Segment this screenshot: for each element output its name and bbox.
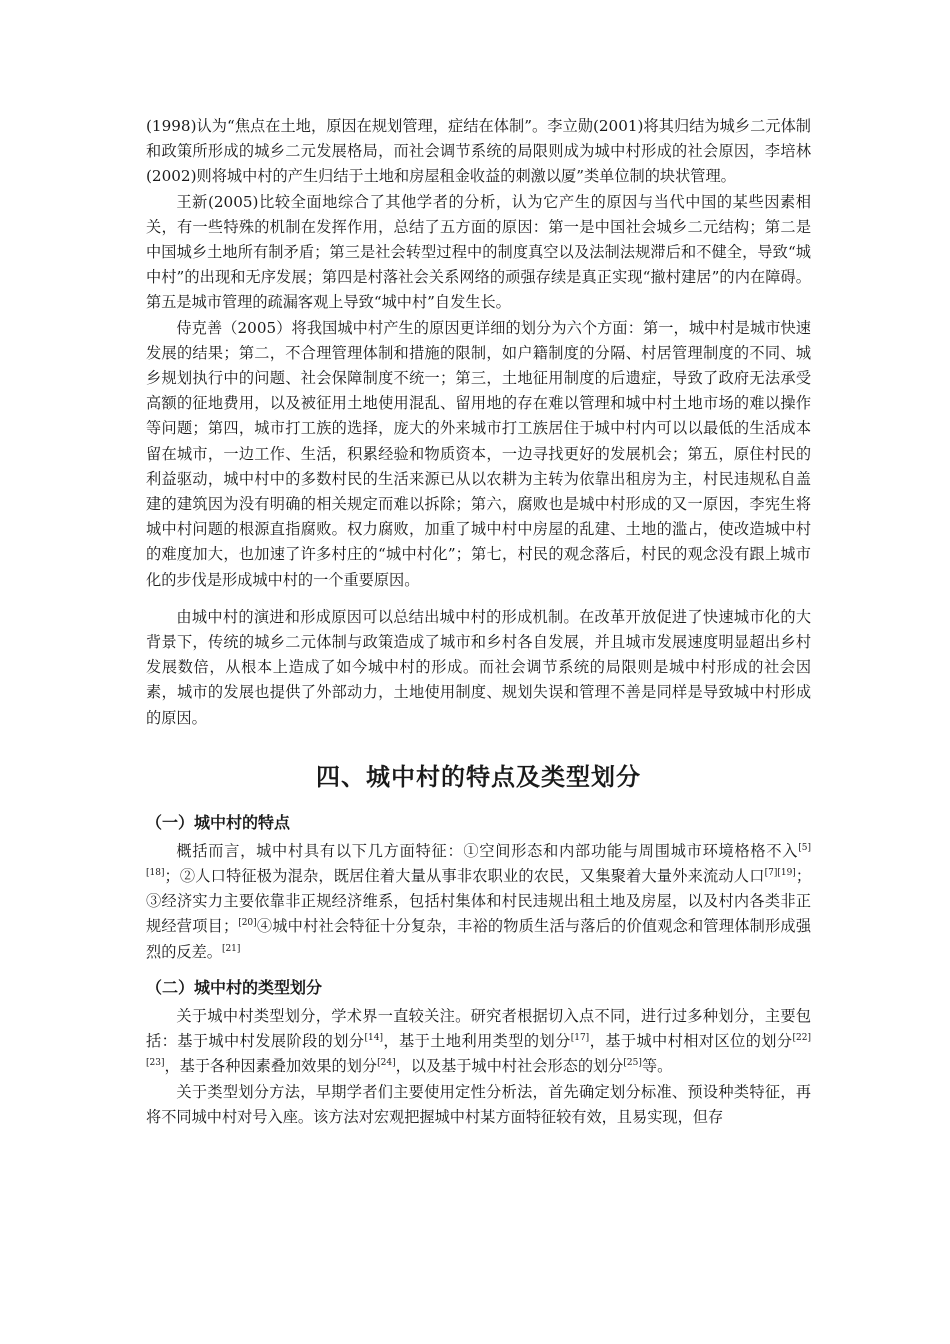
paragraph-3: 侍克善（2005）将我国城中村产生的原因更详细的划分为六个方面：第一，城中村是城市快速发展的结果；第二，不合理管理体制和措施的限制，如户籍制度的分隔、村居管理制度的不同、城乡规划执行中的问题、社会保障制度不统一；第三，土地征用制度的后遗症，导致了政府无法承受高额的征地费用，以及被征用土地使用混乱、留用地的存在难以管理和城中村土地市场的难以操作等问题；第四，城市打工族的选择，庞大的外来城市打工族居住于城中村内可以以最低的生活成本留在城市，一边工作、生活，积累经验和物质资本，一边寻找更好的发展机会；第五，原住村民的利益驱动，城中村中的多数村民的生活来源已从以农耕为主转为依靠出租房为主，村民违规私自盖建的建筑因为没有明确的相关规定而难以拆除；第六，腐败也是城中村形成的又一原因，李宪生将城中村问题的根源直指腐败。权力腐败，加重了城中村中房屋的乱建、土地的滥占，使改造城中村的难度加大，也加速了许多村庄的“城中村化”；第七，村民的观念落后，村民的观念没有跟上城市化的步伐是形成城中村的一个重要原因。 (146, 318, 811, 589)
citation: [5][18] (146, 842, 811, 879)
text-segment: ；③经济实力主要依靠非正规经济维系，包括村集体和村民违规出租土地及房屋，以及村内各类非正规经营项目； (146, 867, 811, 936)
citation: [24] (377, 1058, 396, 1069)
section-title: 四、城中村的特点及类型划分 (316, 762, 641, 791)
text-segment: ，以及基于城中村社会形态的划分 (395, 1057, 624, 1076)
citation: [22][23] (146, 1033, 812, 1069)
document-page (146, 114, 811, 1130)
text-segment: 等。 (641, 1057, 673, 1076)
citation: [17] (570, 1033, 590, 1044)
paragraph-2: 王新(2005)比较全面地综合了其他学者的分析，认为它产生的原因与当代中国的某些因素相关，有一些特殊的机制在发挥作用，总结了五方面的原因：第一是中国社会城乡二元结构；第二是中国城乡土地所有制矛盾；第三是社会转型过程中的制度真空以及法制法规滞后和不健全，导致“城中村”的出现和无序发展；第四是村落社会关系网络的顽强存续是真正实现“撤村建居”的内在障碍。第五是城市管理的疏漏客观上导致“城中村”自发生长。 (146, 192, 811, 312)
text-segment: ，基于土地利用类型的划分 (383, 1032, 571, 1051)
subsection-title-features: （一）城中村的特点 (146, 812, 291, 832)
text-segment: ，基于城中村相对区位的划分 (589, 1032, 793, 1051)
paragraph-methods: 关于类型划分方法，早期学者们主要使用定性分析法，首先确定划分标准、预设种类特征，再将不同城中村对号入座。该方法对宏观把握城中村某方面特征较有效，且易实现，但存 (146, 1082, 811, 1126)
text-segment: 概括而言，城中村具有以下几方面特征：①空间形态和内部功能与周围城市环境格格不入 (176, 841, 799, 860)
text-segment: ④城中村社会特征十分复杂，丰裕的物质生活与落后的价值观念和管理体制形成强烈的反差。 (146, 917, 812, 961)
citation: [25] (623, 1058, 642, 1069)
paragraph-1: (1998)认为“焦点在土地，原因在规划管理，症结在体制”。李立勋(2001)将其归结为城乡二元体制和政策所形成的城乡二元发展格局，而社会调节系统的局限则成为城中村形成的社会原因，李培林(2002)则将城中村的产生归结于土地和房屋租金收益的刺激以厦”类单位制的块状管理。 (146, 117, 811, 186)
paragraph-features (146, 839, 811, 965)
citation: [20] (238, 918, 257, 929)
paragraph-types (146, 1004, 811, 1080)
text-segment: 关于城中村类型划分，学术界一直较关注。研究者根据切入点不同，进行过多种划分，主要包括：基于城中村发展阶段的划分 (146, 1006, 811, 1051)
citation: [14] (364, 1033, 383, 1044)
citation: [21] (221, 943, 241, 954)
paragraph-4: 由城中村的演进和形成原因可以总结出城中村的形成机制。在改革开放促进了快速城市化的大背景下，传统的城乡二元体制与政策造成了城市和乡村各自发展，并且城市发展速度明显超出乡村发展数倍，从根本上造成了如今城中村的形成。而社会调节系统的局限则是城中村形成的社会因素，城市的发展也提供了外部动力，土地使用制度、规划失误和管理不善是同样是导致城中村形成的原因。 (146, 607, 811, 727)
subsection-title-types: （二）城中村的类型划分 (146, 977, 323, 997)
text-segment: ；②人口特征极为混杂，既居住着大量从事非农职业的农民，又集聚着大量外来流动人口 (164, 867, 765, 886)
text-segment: ，基于各种因素叠加效果的划分 (164, 1057, 378, 1076)
citation: [7][19] (764, 868, 796, 879)
